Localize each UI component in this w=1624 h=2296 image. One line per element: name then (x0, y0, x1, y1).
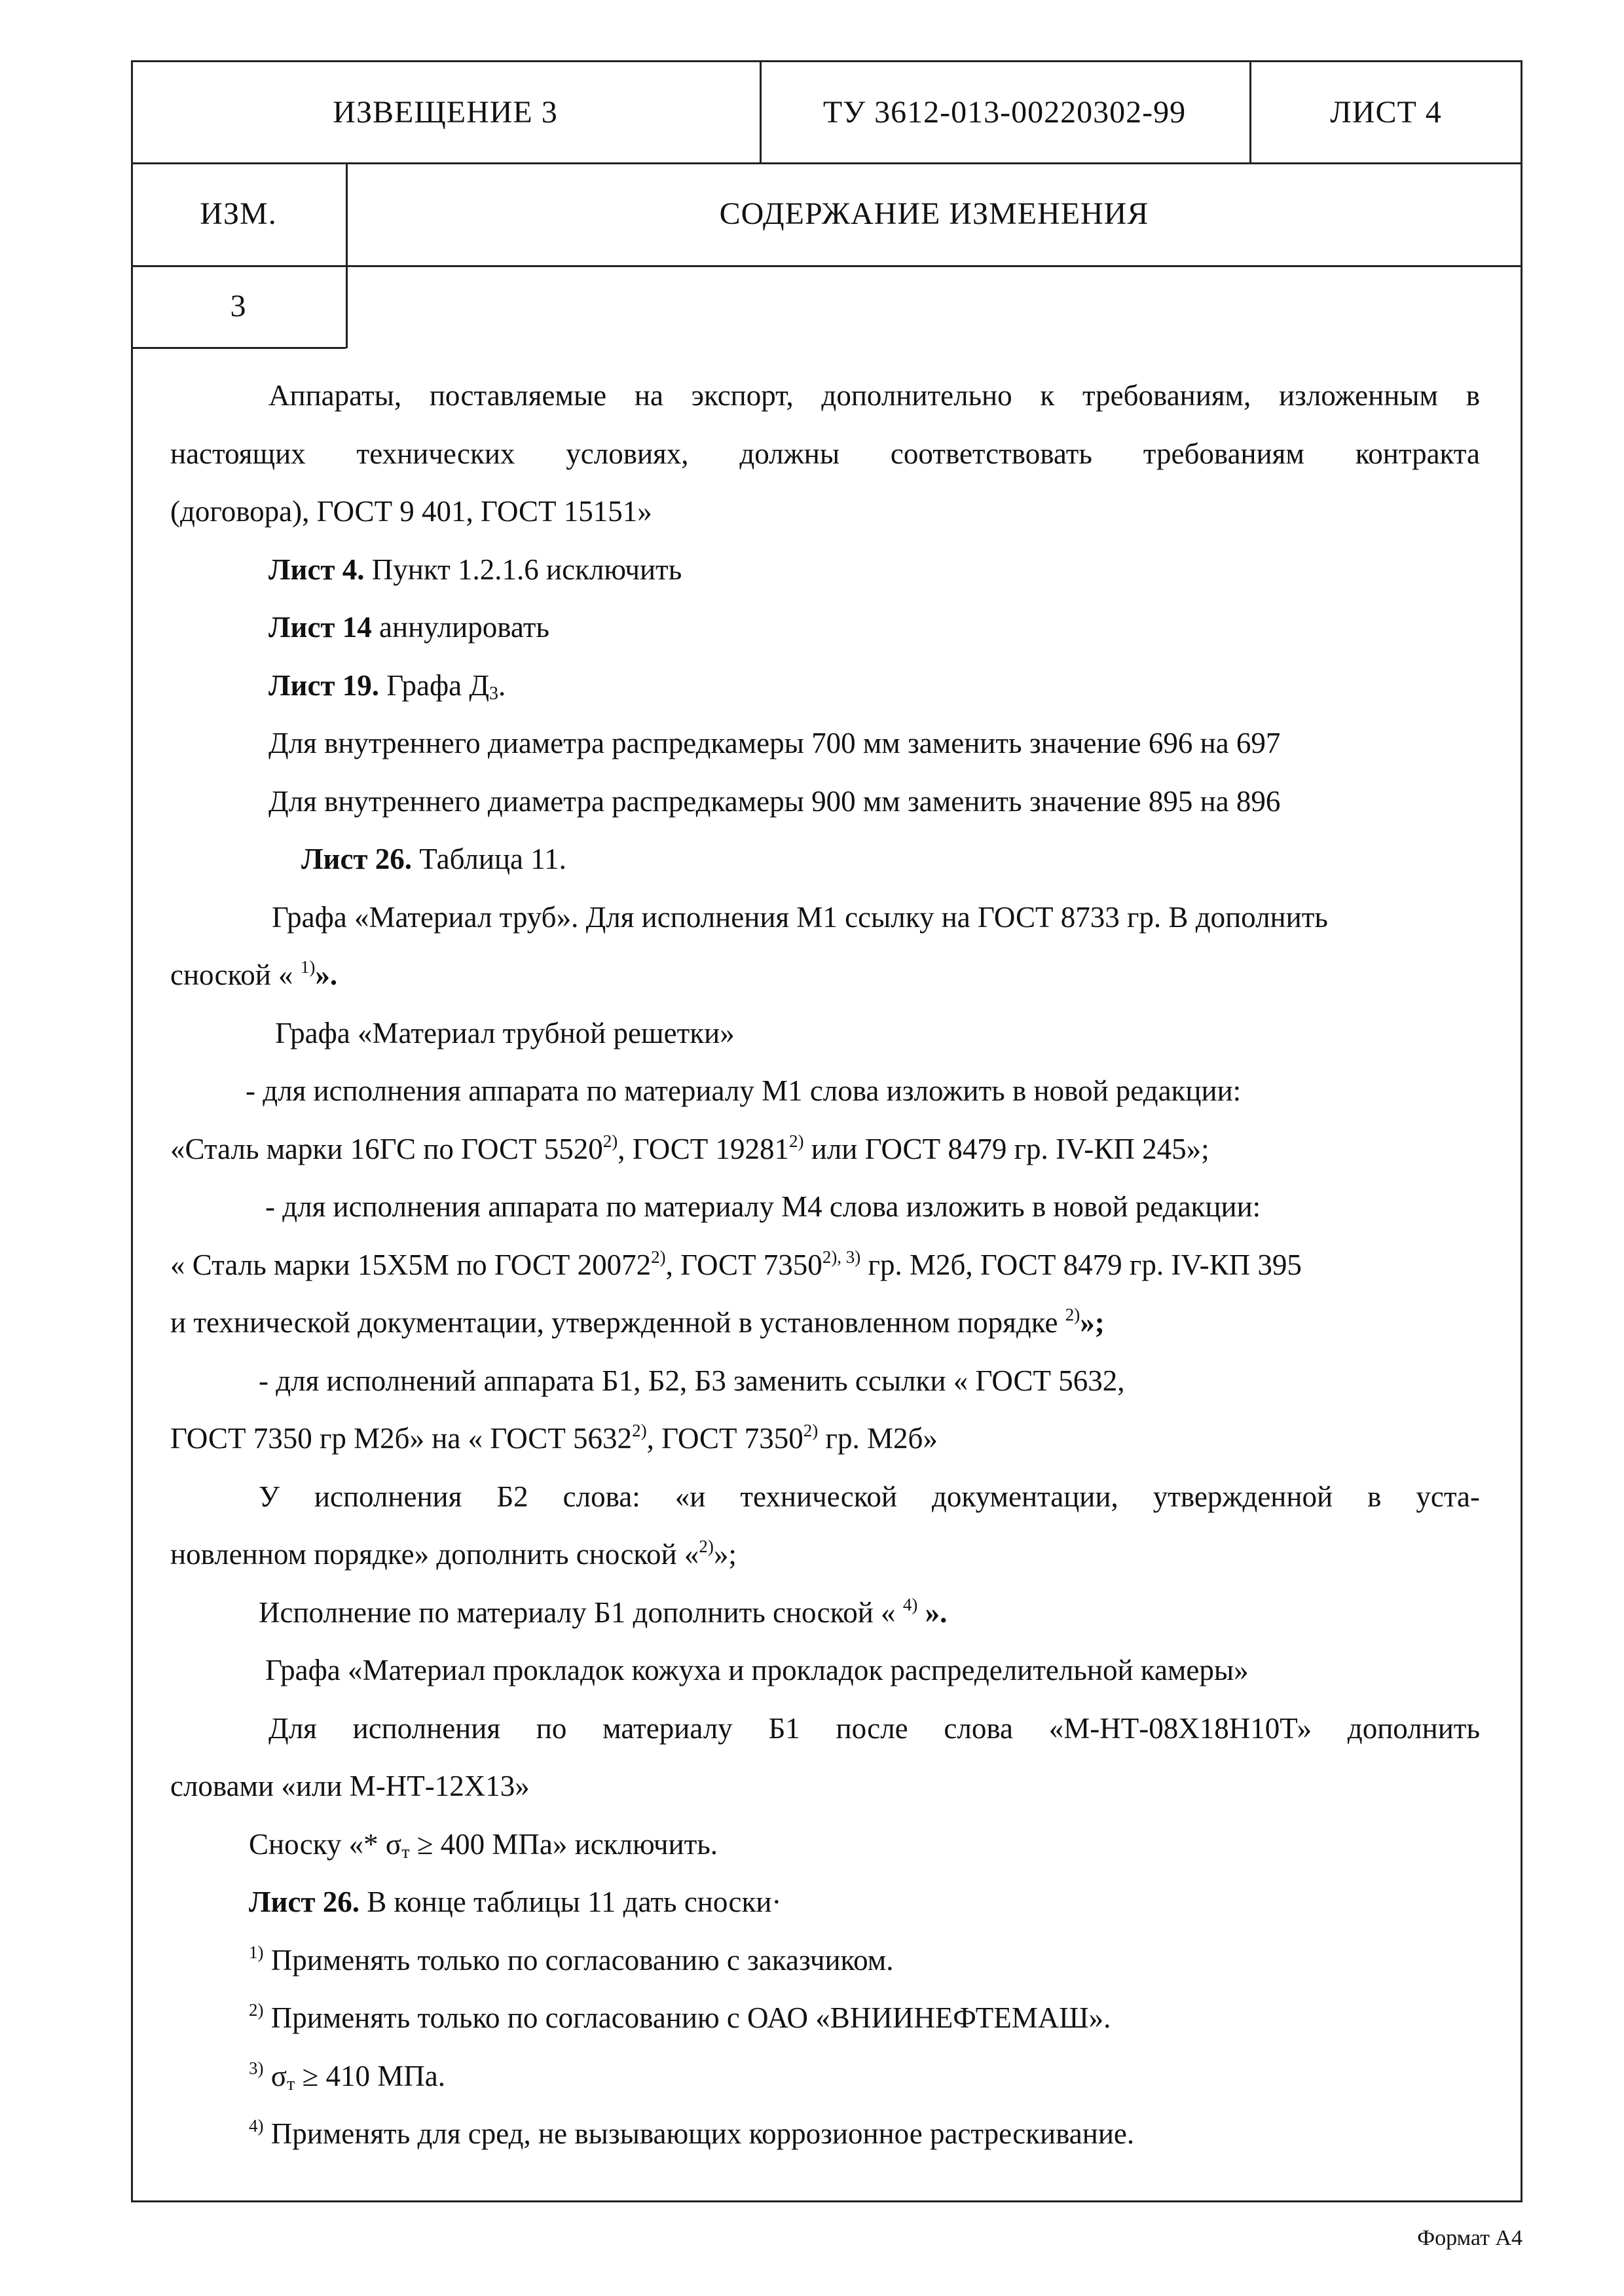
text-line: « Сталь марки 15Х5М по ГОСТ 20072$^{2)}$, ГОСТ $7350^{2), 3)}$ гр. М2б, ГОСТ 8479 гр. IV-КП 395 (170, 1247, 1302, 1281)
text-line: Исполнение по материалу Б1 дополнить сноской « $^{4)}$ ». (259, 1594, 948, 1629)
text-line: Сноску «* $\sigma_т \ge 400$ МПа» исключить. (249, 1827, 718, 1863)
footnote-1: $^{1)}$ Применять только по согласованию с заказчиком. (249, 1942, 894, 1977)
text-line: новленном порядке» дополнить сноской «$^{2)}$»; (170, 1537, 737, 1571)
text-line: и технической документации, утвержденной в установленном порядке $^{2)}$»; (170, 1305, 1105, 1339)
text-line: Аппараты, поставляемые на экспорт, дополнительно к требованиям, изложенным в (268, 379, 1480, 412)
text-line: Для внутреннего диаметра распредкамеры 900 мм заменить значение 895 на 896 (268, 784, 1281, 818)
text-line: Лист 4. Пункт 1.2.1.6 исключить (268, 553, 682, 586)
text-line: Графа «Материал труб». Для исполнения М1 ссылку на ГОСТ 8733 гр. В дополнить (272, 900, 1328, 934)
text-line: Для исполнения по материалу Б1 после слова «М-НТ-08Х18Н10Т» дополнить (268, 1711, 1480, 1745)
tu-number: ТУ 3612-013-00220302-99 (822, 94, 1187, 130)
notice-number: ИЗВЕЩЕНИЕ 3 (333, 94, 558, 130)
text-line: ГОСТ 7350 гр М2б» на « ГОСТ 5632$^{2)}$, ГОСТ 7350$^{2)}$ гр. М2б» (170, 1421, 938, 1455)
izm-value-divider (131, 347, 346, 349)
text-line: Графа «Материал трубной решетки» (275, 1016, 735, 1049)
format-label: Формат А4 (1417, 2226, 1522, 2250)
text-line: Лист 19. Графа $Д_3$. (268, 668, 506, 704)
text-line: Лист 14 аннулировать (268, 611, 549, 644)
text-line: Лист 26. Таблица 11. (301, 843, 566, 875)
text-line: У исполнения Б2 слова: «и технической документации, утвержденной в уста- (259, 1480, 1480, 1513)
text-line: Для внутреннего диаметра распредкамеры 700 мм заменить значение 696 на 697 (268, 727, 1281, 759)
text-line: - для исполнения аппарата по материалу М1 слова изложить в новой редакции: (246, 1074, 1242, 1107)
text-line: сноской « $^{1)}$». (170, 957, 338, 991)
text-line: - для исполнений аппарата Б1, Б2, Б3 заменить ссылки « ГОСТ 5632, (259, 1364, 1125, 1397)
footnote-4: $^{4)}$ Применять для сред, не вызывающих коррозионное растрескивание. (249, 2116, 1135, 2150)
change-content (170, 367, 1480, 2163)
text-line: настоящих технических условиях, должны соответствовать требованиям контракта (170, 437, 1480, 470)
text-line: «Сталь марки 16ГС по ГОСТ 5520$^{2)}$, ГОСТ 19281$^{2)}$ или ГОСТ 8479 гр. IV-КП 245»; (170, 1131, 1209, 1165)
text-line: словами «или М-НТ-12Х13» (170, 1770, 530, 1802)
text-line: (договора), ГОСТ 9 401, ГОСТ 15151» (170, 495, 652, 528)
text-line: - для исполнения аппарата по материалу М4 слова изложить в новой редакции: (265, 1190, 1261, 1223)
izm-value: 3 (230, 289, 247, 323)
content-label: СОДЕРЖАНИЕ ИЗМЕНЕНИЯ (719, 196, 1149, 231)
footnote-2: $^{2)}$ Применять только по согласованию с ОАО «ВНИИНЕФТЕМАШ». (249, 2000, 1111, 2034)
izm-label: ИЗМ. (200, 196, 277, 231)
text-line: Лист 26. В конце таблицы 11 дать сноски· (249, 1886, 782, 1918)
footnote-3: $^{3)}$ $\sigma_т \ge 410$ МПа. (249, 2058, 445, 2094)
text-line: Графа «Материал прокладок кожуха и прокладок распределительной камеры» (265, 1654, 1249, 1686)
sheet-number: ЛИСТ 4 (1330, 94, 1442, 130)
